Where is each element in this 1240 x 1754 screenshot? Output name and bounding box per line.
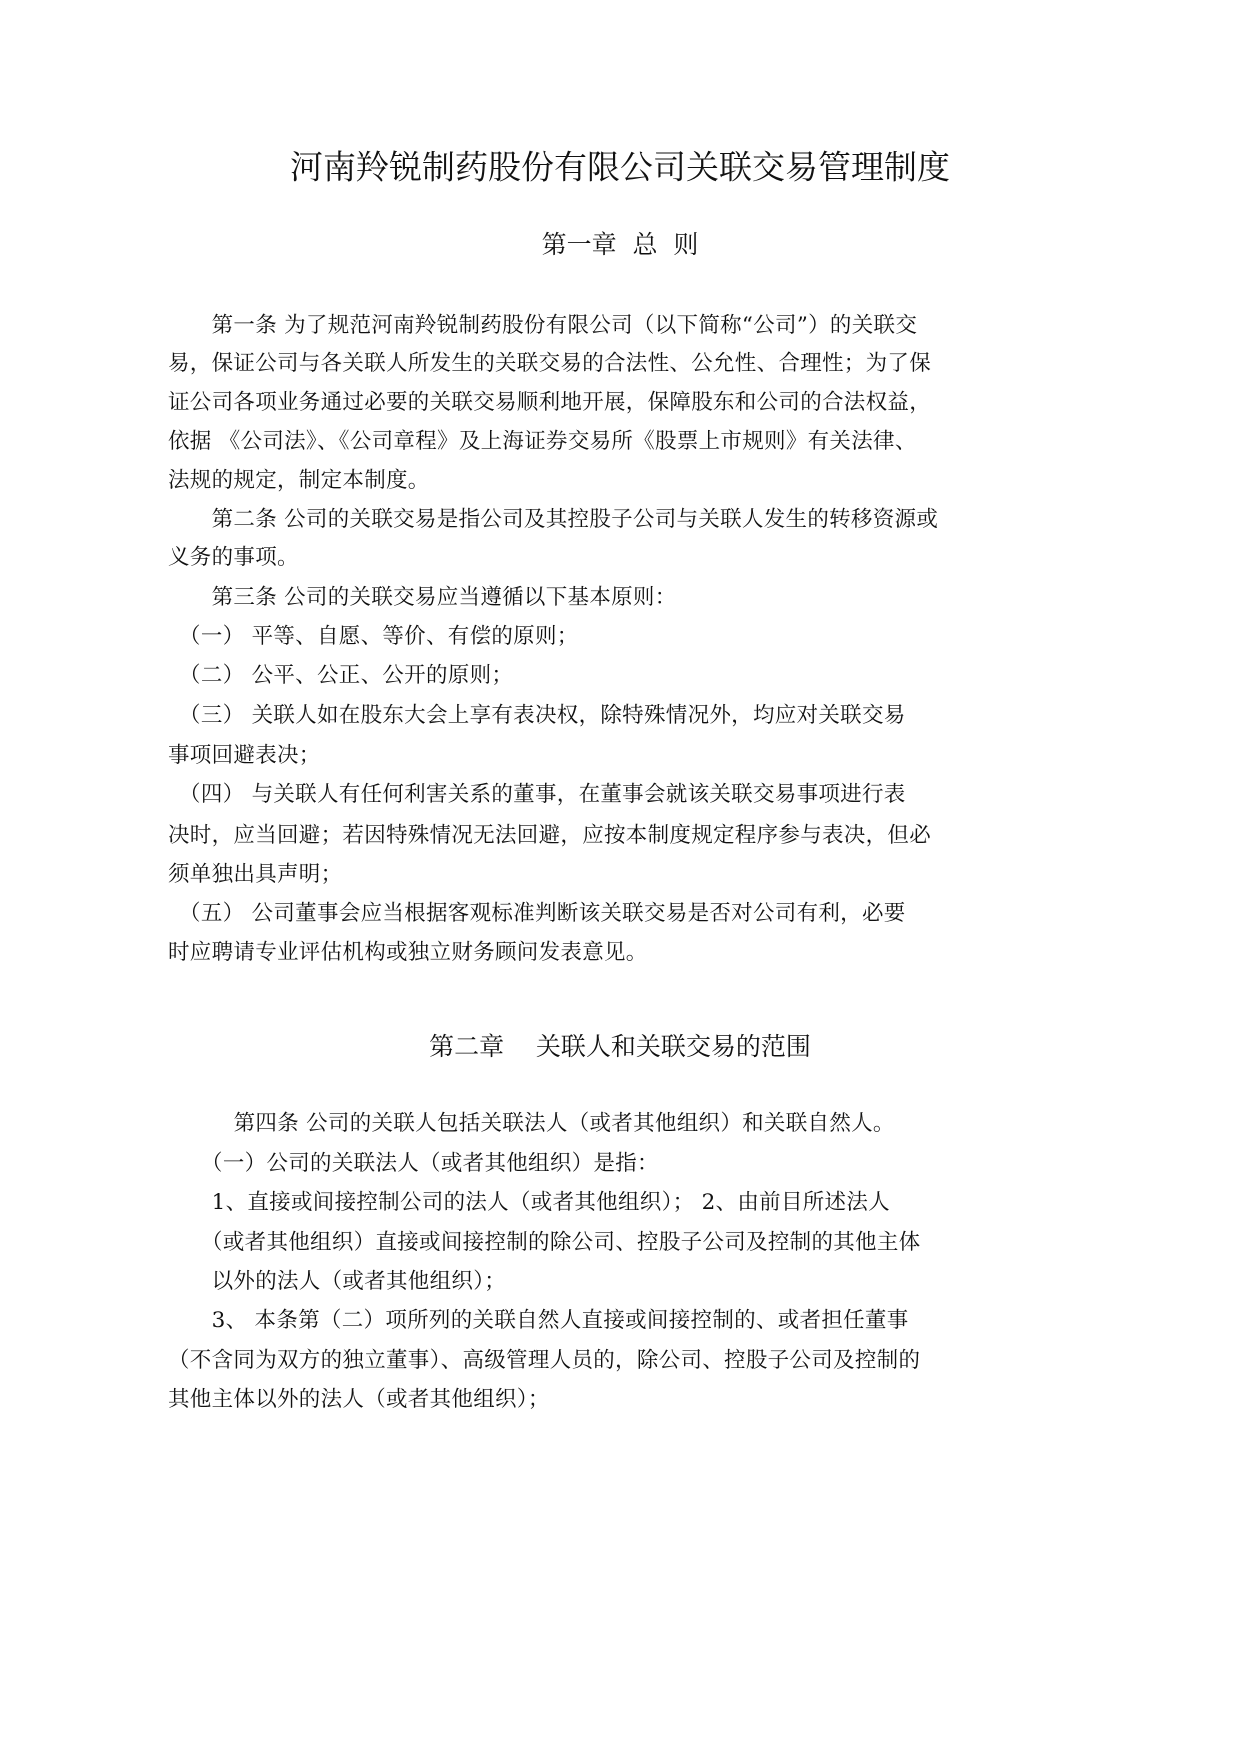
text-line: （一） 平等、自愿、等价、有偿的原则； <box>168 624 579 649</box>
text-line: 依据 《公司法》、《公司章程》及上海证券交易所《股票上市规则》有关法律、 <box>168 429 917 454</box>
text-line: （五） 公司董事会应当根据客观标准判断该关联交易是否对公司有利，必要 <box>168 901 906 926</box>
text-line: 第四条 公司的关联人包括关联法人（或者其他组织）和关联自然人。 <box>190 1111 895 1136</box>
text-line: 义务的事项。 <box>168 545 299 570</box>
text-line: （三） 关联人如在股东大会上享有表决权，除特殊情况外，均应对关联交易 <box>168 703 906 728</box>
text-line: 时应聘请专业评估机构或独立财务顾问发表意见。 <box>168 940 648 965</box>
document-title: 河南羚锐制药股份有限公司关联交易管理制度 <box>290 147 950 187</box>
text-line: 以外的法人（或者其他组织）； <box>168 1269 507 1294</box>
text-line: 决时，应当回避；若因特殊情况无法回避，应按本制度规定程序参与表决，但必 <box>168 823 932 848</box>
text-line: 3、 本条第（二）项所列的关联自然人直接或间接控制的、或者担任董事 <box>168 1308 909 1333</box>
text-line: 第二条 公司的关联交易是指公司及其控股子公司与关联人发生的转移资源或 <box>168 507 939 532</box>
text-line: （四） 与关联人有任何利害关系的董事，在董事会就该关联交易事项进行表 <box>168 782 906 807</box>
text-line: 1、直接或间接控制公司的法人（或者其他组织）； 2、由前目所述法人 <box>168 1190 890 1215</box>
text-line: 法规的规定，制定本制度。 <box>168 468 430 493</box>
chapter-2-heading: 第二章 关联人和关联交易的范围 <box>429 1032 811 1061</box>
chapter-1-heading: 第一章 总 则 <box>541 230 699 259</box>
text-line: （一）公司的关联法人（或者其他组织）是指： <box>190 1151 659 1176</box>
text-line: 事项回避表决； <box>168 743 321 768</box>
text-line: （二） 公平、公正、公开的原则； <box>168 663 514 688</box>
text-line: 第一条 为了规范河南羚锐制药股份有限公司（以下简称“公司”）的关联交 <box>168 313 918 338</box>
text-line: （或者其他组织）直接或间接控制的除公司、控股子公司及控制的其他主体 <box>190 1230 921 1255</box>
text-line: 易，保证公司与各关联人所发生的关联交易的合法性、公允性、合理性；为了保 <box>168 351 932 376</box>
text-line: 须单独出具声明； <box>168 862 343 887</box>
text-line: 证公司各项业务通过必要的关联交易顺利地开展，保障股东和公司的合法权益， <box>168 390 932 415</box>
text-line: 其他主体以外的法人（或者其他组织）； <box>168 1387 550 1412</box>
text-line: 第三条 公司的关联交易应当遵循以下基本原则： <box>168 585 677 610</box>
text-line: （不含同为双方的独立董事）、高级管理人员的，除公司、控股子公司及控制的 <box>168 1348 921 1373</box>
